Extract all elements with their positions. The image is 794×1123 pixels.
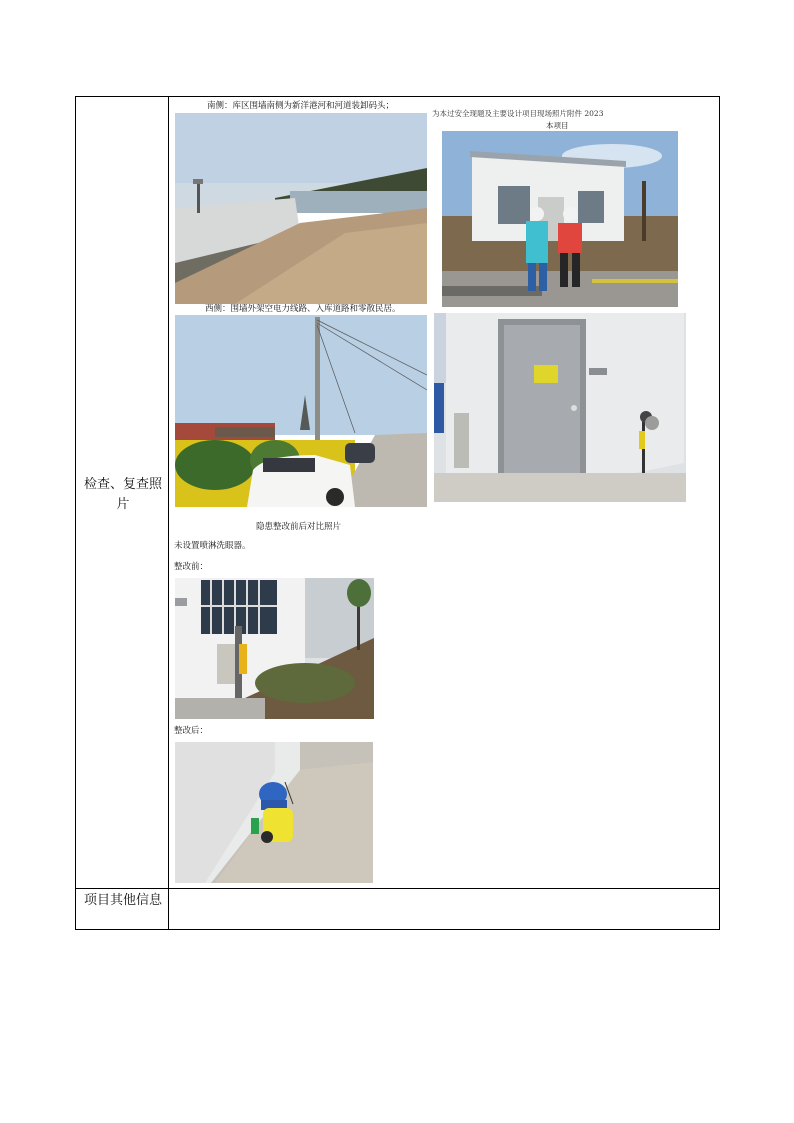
row-divider <box>76 888 719 889</box>
photo-grey-door <box>434 313 686 502</box>
caption-after: 整改后： <box>174 726 209 736</box>
photo-building-people <box>442 131 678 307</box>
caption-south: 南侧：库区围墙南侧为新洋港河和河道装卸码头； <box>207 101 395 111</box>
row-label-photos: 检查、复查照片 <box>83 477 162 512</box>
caption-compare: 隐患整改前后对比照片 <box>256 522 342 532</box>
photo-west-road <box>175 315 427 507</box>
caption-west: 西侧：围墙外架空电力线路、入库道路和零散民居。 <box>205 304 401 314</box>
photo-south-river <box>175 113 427 304</box>
row-label-other-info: 项目其他信息 <box>83 893 162 908</box>
caption-before: 整改前： <box>174 562 209 572</box>
caption-top-right-b: 本项目 <box>546 121 569 130</box>
caption-top-right-a: 为本过安全现题及主要设计项目现场照片附件 2023 <box>432 109 604 118</box>
column-divider <box>168 97 169 929</box>
caption-issue: 未设置喷淋洗眼器。 <box>174 541 251 551</box>
photo-after <box>175 742 373 883</box>
photo-before <box>175 578 374 719</box>
